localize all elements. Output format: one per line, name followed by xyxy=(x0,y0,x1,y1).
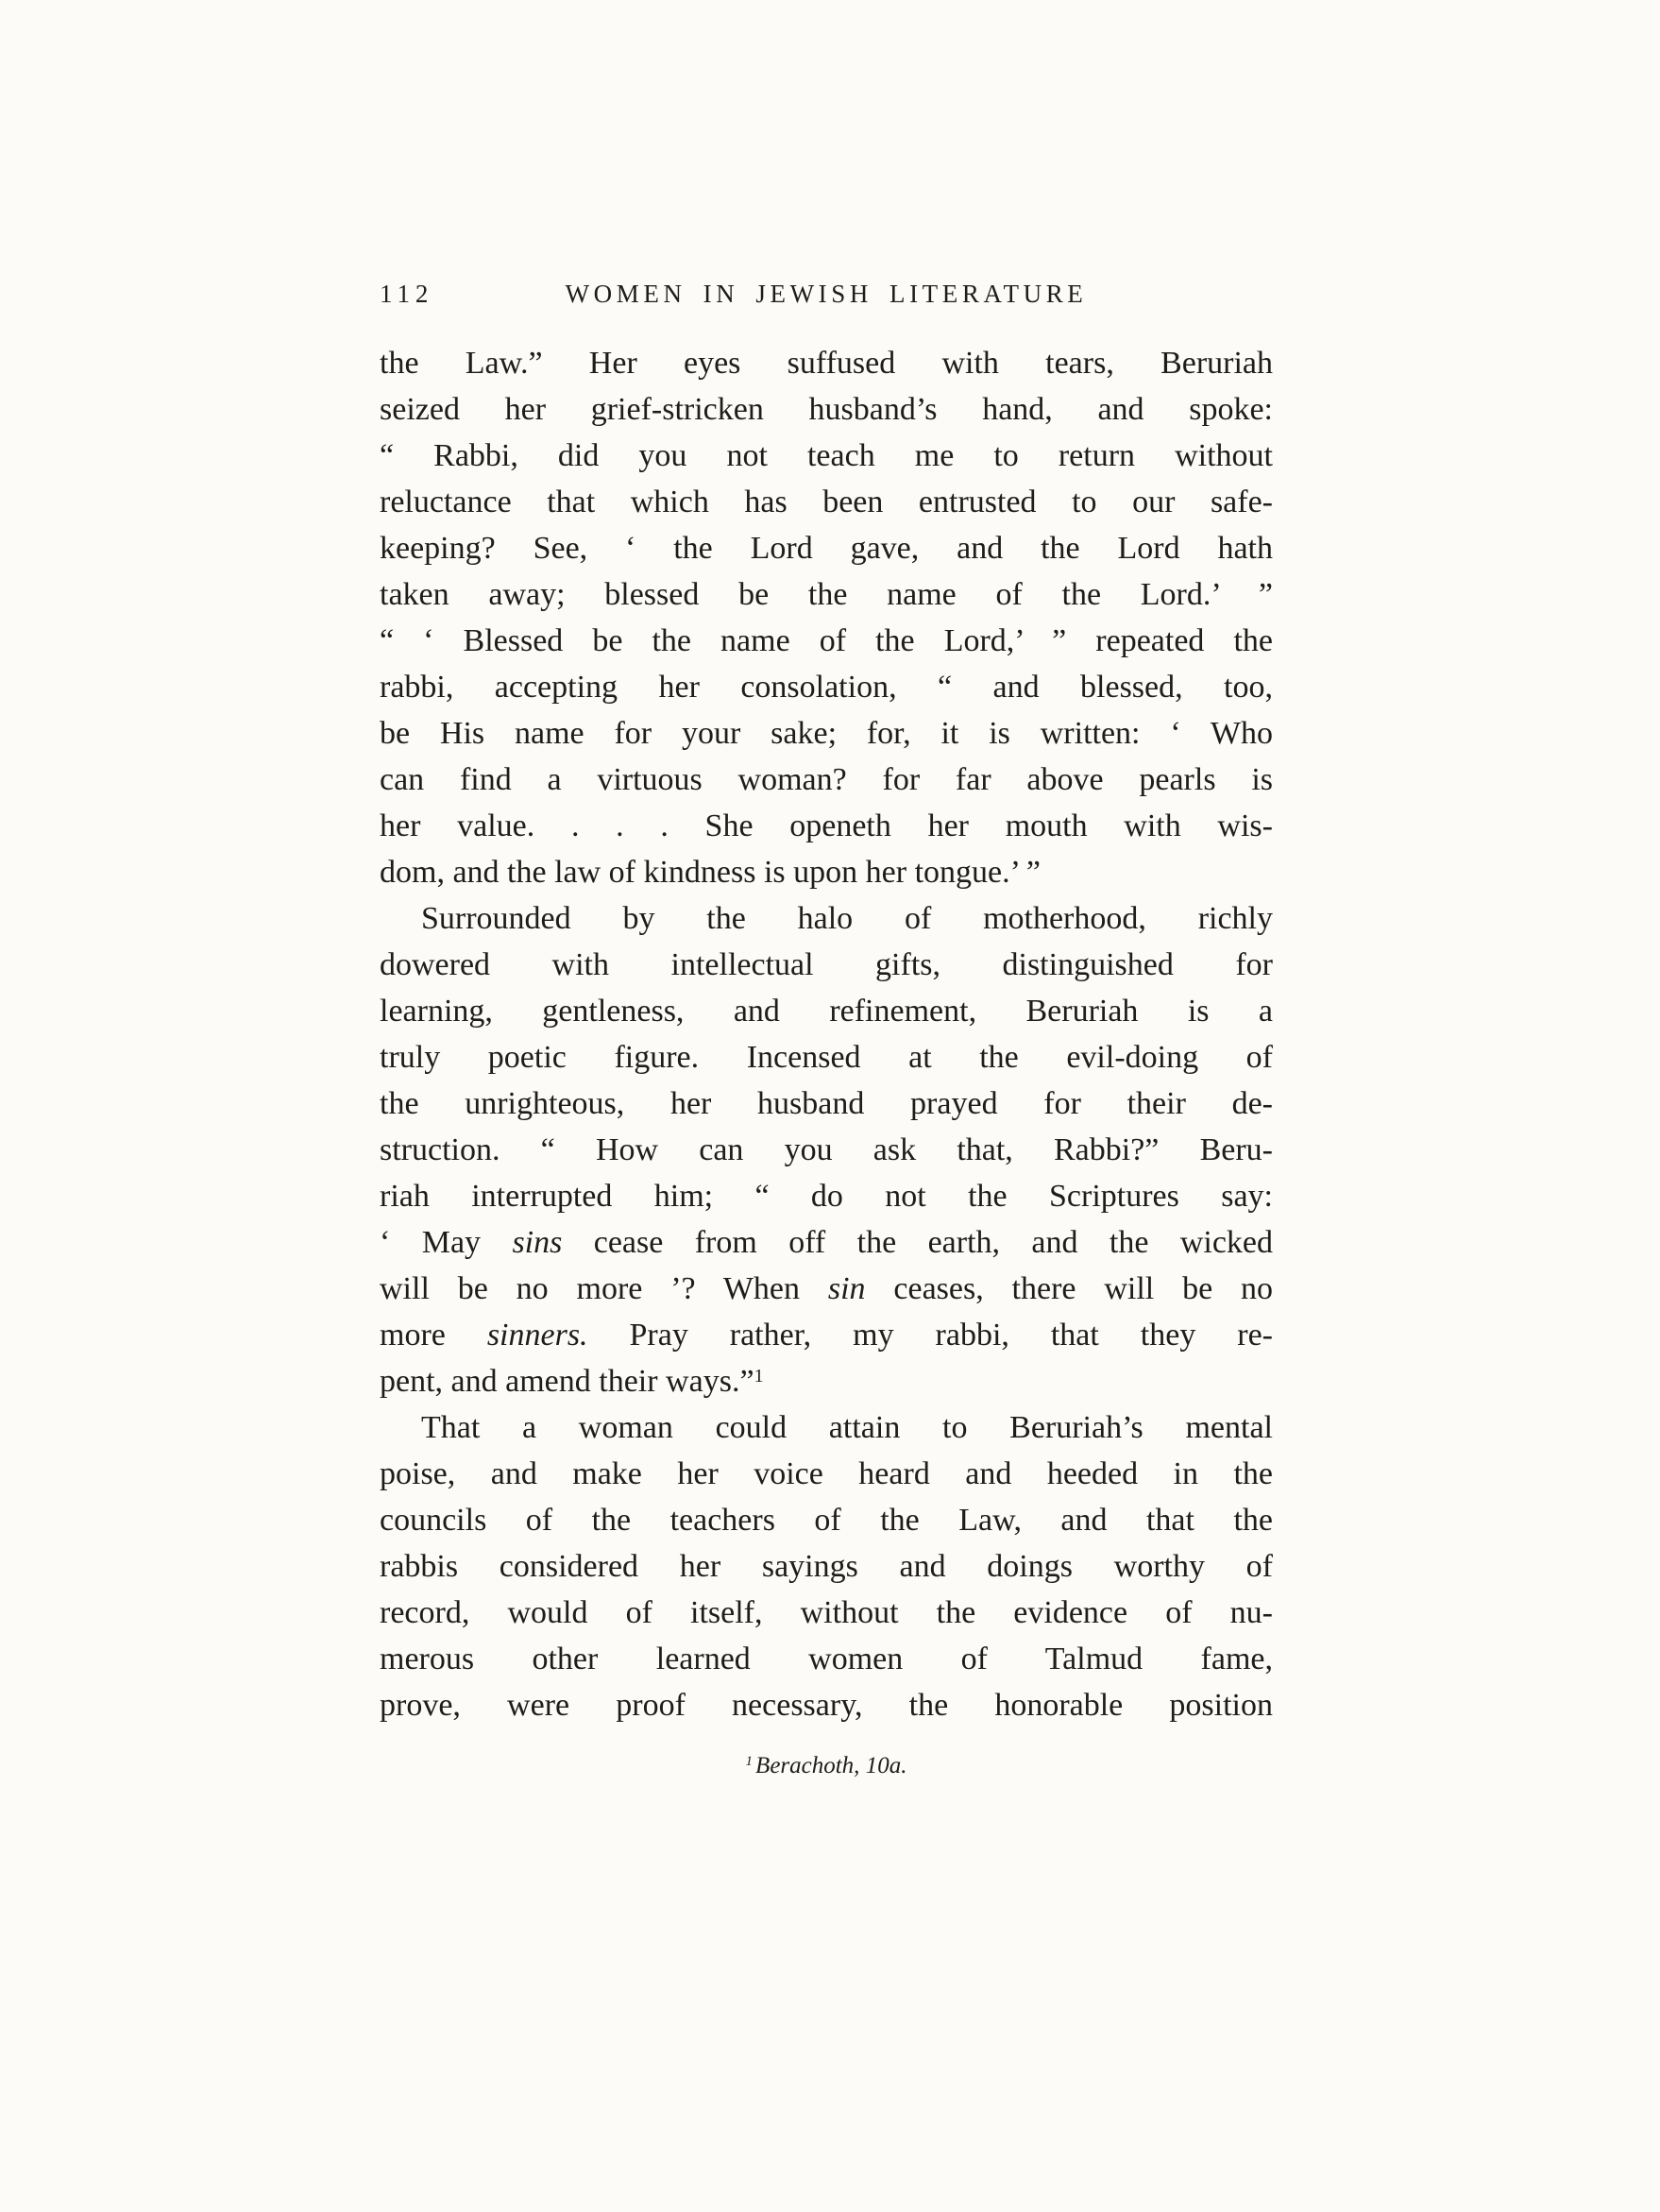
text-line: prove, were proof necessary, the honorable position xyxy=(380,1688,1273,1723)
text-line: the Law.” Her eyes suffused with tears, Beruriah xyxy=(380,346,1273,381)
text-line: ‘ May sins cease from off the earth, and the wicked xyxy=(380,1225,1273,1260)
text-line: rabbis considered her sayings and doings worthy of xyxy=(380,1549,1273,1584)
text-line: record, would of itself, without the evidence of nu- xyxy=(380,1595,1273,1630)
text-line: can find a virtuous woman? for far above pearls is xyxy=(380,762,1273,797)
text-line: reluctance that which has been entrusted to our safe- xyxy=(380,485,1273,519)
page-header xyxy=(380,280,1273,317)
text-line: her value. . . . She openeth her mouth with wis- xyxy=(380,808,1273,843)
text-line: seized her grief-stricken husband’s hand, and spoke: xyxy=(380,392,1273,427)
text-block xyxy=(380,340,1273,1728)
text-line: truly poetic figure. Incensed at the evil-doing of xyxy=(380,1040,1273,1075)
running-head: WOMEN IN JEWISH LITERATURE xyxy=(565,280,1088,308)
text-line: councils of the teachers of the Law, and that the xyxy=(380,1503,1273,1538)
footnote xyxy=(380,1753,1273,1779)
text-line: riah interrupted him; “ do not the Scriptures say: xyxy=(380,1179,1273,1214)
text-line: rabbi, accepting her consolation, “ and blessed, too, xyxy=(380,670,1273,705)
footnote-ref-superscript: 1 xyxy=(754,1365,764,1387)
page-number: 112 xyxy=(380,280,434,308)
text-line: poise, and make her voice heard and heeded in the xyxy=(380,1456,1273,1491)
text-line: That a woman could attain to Beruriah’s mental xyxy=(421,1410,1273,1445)
text-line: the unrighteous, her husband prayed for their de- xyxy=(380,1086,1273,1121)
footnote-reference: 10a. xyxy=(865,1753,907,1778)
text-line: be His name for your sake; for, it is written: ‘ Who xyxy=(380,716,1273,751)
text-line: will be no more ’? When sin ceases, there will be no xyxy=(380,1271,1273,1306)
text-line: merous other learned women of Talmud fame, xyxy=(380,1642,1273,1676)
text-line: dom, and the law of kindness is upon her tongue.’ ” xyxy=(380,855,1042,890)
text-line: “ Rabbi, did you not teach me to return without xyxy=(380,438,1273,473)
footnote-marker: 1 xyxy=(745,1753,754,1769)
text-line: “ ‘ Blessed be the name of the Lord,’ ” repeated the xyxy=(380,623,1273,658)
text-line: more sinners. Pray rather, my rabbi, that they re- xyxy=(380,1318,1273,1353)
text-line: keeping? See, ‘ the Lord gave, and the Lord hath xyxy=(380,531,1273,566)
text-line: dowered with intellectual gifts, distinguished for xyxy=(380,947,1273,982)
text-line: Surrounded by the halo of motherhood, richly xyxy=(421,901,1273,936)
text-line: learning, gentleness, and refinement, Beruriah is a xyxy=(380,994,1273,1029)
footnote-source: Berachoth, xyxy=(755,1753,860,1778)
text-line: taken away; blessed be the name of the Lord.’ ” xyxy=(380,577,1273,612)
text-line: pent, and amend their ways.”$^1$ xyxy=(380,1364,764,1399)
text-line: struction. “ How can you ask that, Rabbi?” Beru- xyxy=(380,1132,1273,1167)
